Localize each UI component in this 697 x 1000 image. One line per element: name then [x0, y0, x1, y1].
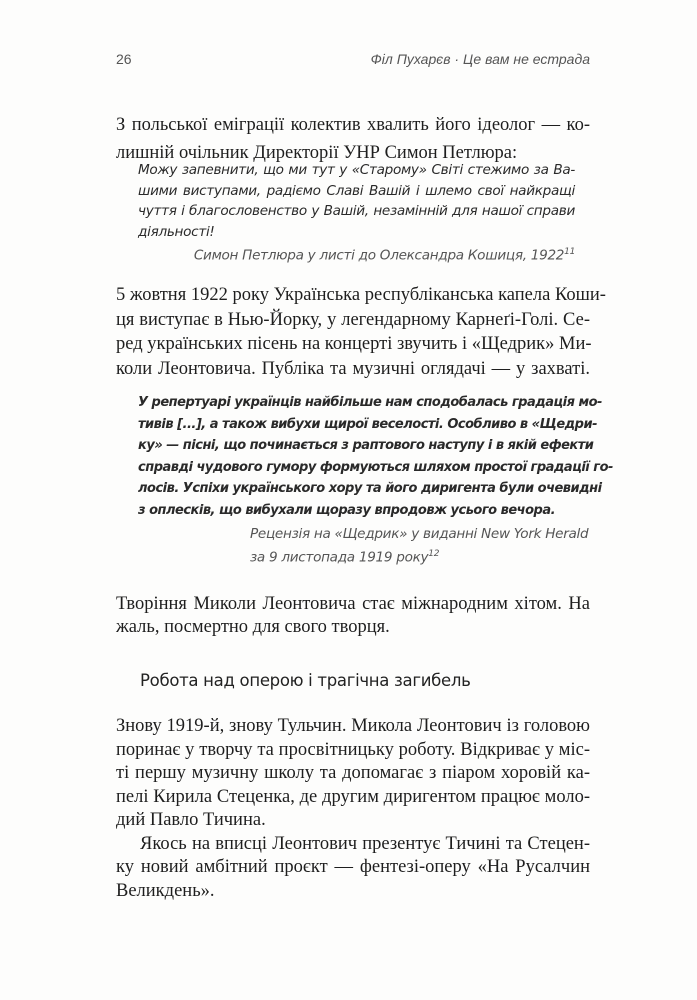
quote-line: з оплесків, що вибухали щоразу впродовж усього вечора. — [138, 502, 556, 518]
quote-line: тивів [...], а також вибухи щирої веселості. Особливо в «Щедри- — [138, 416, 597, 432]
paragraph-1 — [116, 111, 590, 167]
quote-line: діяльності! — [138, 223, 215, 240]
quote-line: У репертуарі українців найбільше нам сподобалась градація мо- — [138, 395, 602, 410]
quote-petliura — [138, 160, 575, 266]
text-line: Якось на вписці Леонтович презентує Тичині та Стецен- — [140, 833, 590, 854]
text-line: дий Павло Тичина. — [116, 810, 266, 830]
text-line: ті першу музичну школу та допомагає з піаром хоровій ка- — [116, 763, 590, 783]
quote-herald — [138, 392, 613, 521]
running-title: Філ Пухарєв · Це вам не естрада — [370, 51, 590, 67]
attribution-text: Симон Петлюра у листі до Олександра Кошиця, 1922 — [193, 247, 565, 264]
text-line: ред українських пісень на концерті звучить і «Щедрик» Ми- — [116, 334, 592, 354]
text-line: коли Леонтовича. Публіка та музичні оглядачі — у захваті. — [116, 358, 590, 379]
quote-line: чуття і благословенство у Вашій, незамінній для нашої справи — [138, 203, 575, 219]
attribution-text: за 9 листопада 1919 року — [250, 549, 429, 566]
page-number: 26 — [116, 51, 132, 67]
attribution-line: Рецензія на «Щедрик» у виданні New York Herald — [250, 526, 589, 542]
section-heading: Робота над оперою і трагічна загибель — [140, 671, 471, 690]
text-line: З польської еміграції колектив хвалить його ідеолог — ко- — [116, 115, 590, 135]
paragraph-2 — [116, 283, 606, 381]
quote-attribution — [138, 242, 575, 266]
text-line: пелі Кирила Стеценка, де другим диригентом працює моло- — [116, 786, 590, 807]
quote-attribution — [250, 524, 588, 568]
paragraph-4 — [116, 715, 590, 903]
paragraph-3 — [116, 593, 590, 639]
quote-line: лосів. Успіхи українського хору та його диригента були очевидні — [138, 481, 602, 496]
quote-line: шими виступами, радіємо Славі Вашій і шлемо свої найкращі — [138, 182, 575, 199]
text-line: поринає у творчу та просвітницьку роботу. Відкриває у міс- — [116, 739, 590, 760]
quote-line: Можу запевнити, що ми тут у «Старому» Світі стежимо за Ва- — [138, 162, 575, 178]
footnote-ref[interactable]: 11 — [564, 247, 575, 257]
text-line: ку новий амбітний проєкт — фентезі-оперу «На Русалчин — [116, 857, 590, 877]
text-line: Творіння Миколи Леонтовича стає міжнародним хітом. На — [116, 594, 590, 614]
text-line: жаль, посмертно для свого творця. — [116, 617, 390, 637]
text-line: 5 жовтня 1922 року Українська республіканська капела Коши- — [116, 285, 606, 305]
text-line: Знову 1919-й, знову Тульчин. Микола Леонтович із головою — [116, 716, 590, 736]
quote-line: ку» — пісні, що починається з раптового наступу і в якій ефекти — [138, 438, 594, 453]
text-line: Великдень». — [116, 880, 215, 901]
footnote-ref[interactable]: 12 — [428, 549, 440, 559]
text-line: ця виступає в Нью-Йорку, у легендарному Карнеґі-Голі. Се- — [116, 309, 590, 330]
quote-line: справді чудового гумору формуються шляхом простої градації го- — [138, 459, 613, 475]
attribution-line — [250, 544, 588, 568]
text-line: лишній очільник Директорії УНР Симон Петлюра: — [116, 143, 518, 163]
